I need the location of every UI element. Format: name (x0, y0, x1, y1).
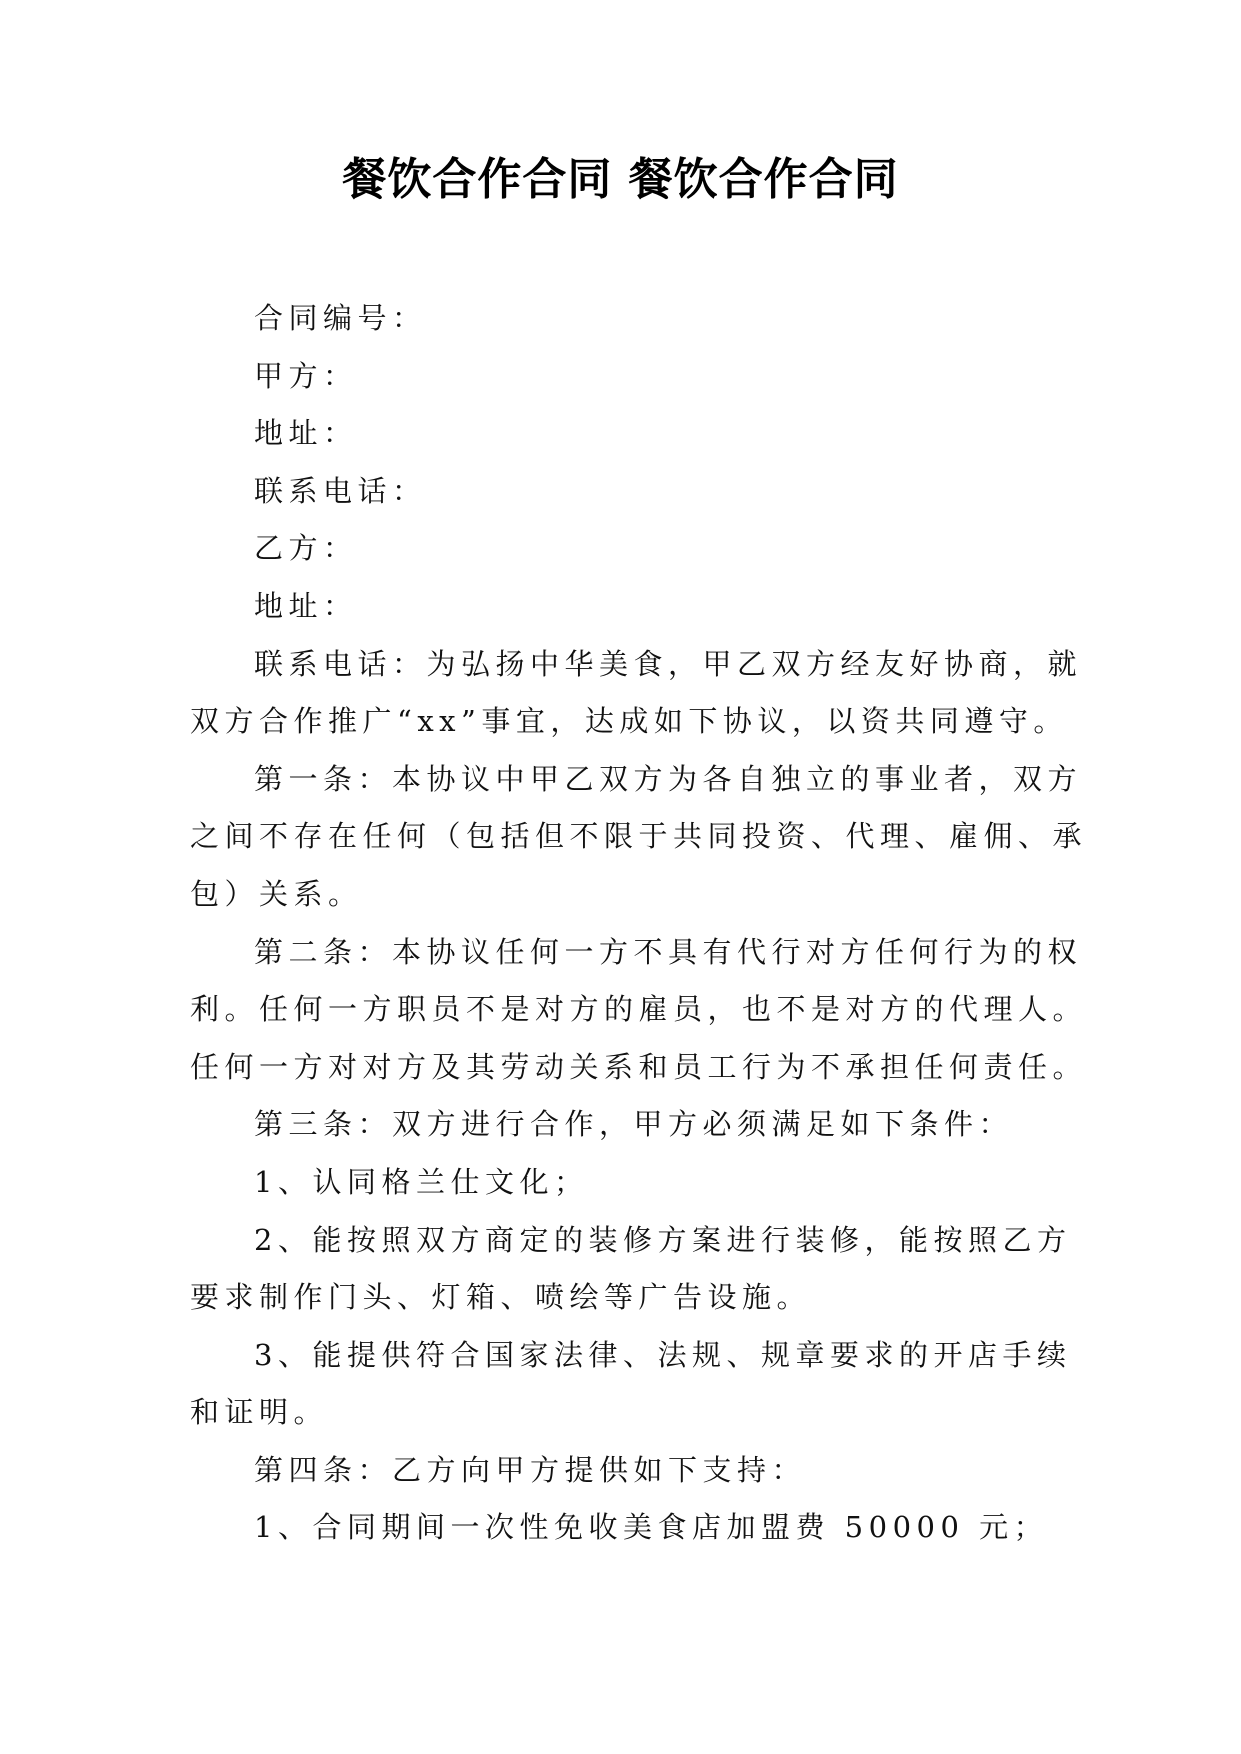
preamble-line: 联系电话：为弘扬中华美食，甲乙双方经友好协商，就 (254, 646, 1083, 681)
article-1-line: 包）关系。 (190, 876, 363, 911)
party-b-address-label: 地址： (254, 588, 358, 623)
article-2-line: 任何一方对对方及其劳动关系和员工行为不承担任何责任。 (190, 1049, 1088, 1084)
article-1-line: 第一条：本协议中甲乙双方为各自独立的事业者，双方 (254, 761, 1083, 796)
article-2-line: 利。任何一方职员不是对方的雇员，也不是对方的代理人。 (190, 992, 1088, 1027)
article-3-item: 要求制作门头、灯箱、喷绘等广告设施。 (190, 1280, 812, 1315)
contract-body (190, 290, 1088, 1557)
party-a-phone-label: 联系电话： (254, 473, 427, 508)
party-a-address-label: 地址： (254, 416, 358, 451)
article-1-line: 之间不存在任何（包括但不限于共同投资、代理、雇佣、承 (190, 819, 1088, 854)
document-title: 餐饮合作合同 餐饮合作合同 (342, 154, 899, 205)
party-a-label: 甲方： (254, 358, 358, 393)
preamble-line: 双方合作推广“xx”事宜，达成如下协议，以资共同遵守。 (190, 704, 1068, 739)
article-3-item: 2、能按照双方商定的装修方案进行装修，能按照乙方 (254, 1222, 1072, 1257)
article-3-item: 3、能提供符合国家法律、法规、规章要求的开店手续 (254, 1337, 1072, 1372)
article-4-line: 第四条：乙方向甲方提供如下支持： (254, 1452, 807, 1487)
article-2-line: 第二条：本协议任何一方不具有代行对方任何行为的权 (254, 934, 1083, 969)
article-3-item: 和证明。 (190, 1395, 329, 1430)
article-4-item: 1、合同期间一次性免收美食店加盟费 50000 元； (254, 1510, 1049, 1545)
contract-number-label: 合同编号： (254, 301, 427, 335)
party-b-label: 乙方： (254, 531, 358, 566)
article-3-item: 1、认同格兰仕文化； (254, 1164, 589, 1199)
article-3-line: 第三条：双方进行合作，甲方必须满足如下条件： (254, 1107, 1014, 1142)
